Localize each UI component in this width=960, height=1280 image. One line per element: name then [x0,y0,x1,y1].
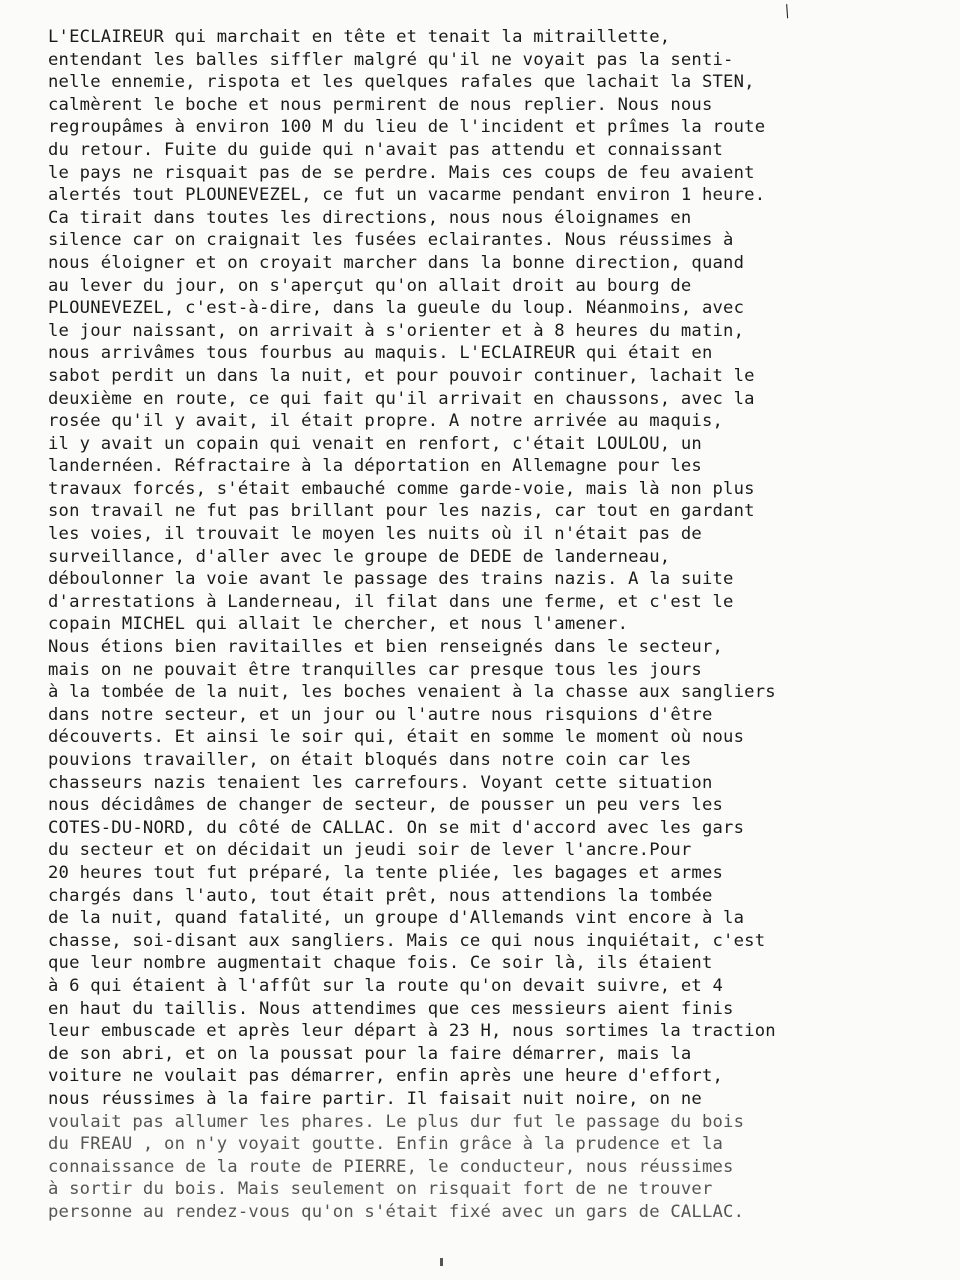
text-line: du FREAU , on n'y voyait goutte. Enfin grâce à la prudence et la [48,1134,724,1155]
text-line: découverts. Et ainsi le soir qui, était en somme le moment où nous [48,727,745,748]
text-line: chasseurs nazis tenaient les carrefours. Voyant cette situation [48,772,713,793]
text-line: voulait pas allumer les phares. Le plus dur fut le passage du bois [48,1111,745,1132]
text-line: entendant les balles siffler malgré qu'il ne voyait pas la senti- [48,49,734,70]
text-line: deuxième en route, ce qui fait qu'il arrivait en chaussons, avec la [48,388,755,409]
text-line: travaux forcés, s'était embauché comme garde-voie, mais là non plus [48,478,755,499]
text-line: nous décidâmes de changer de secteur, de pousser un peu vers les [48,795,724,816]
text-line: voiture ne voulait pas démarrer, enfin après une heure d'effort, [48,1066,724,1087]
text-line: en haut du taillis. Nous attendimes que ces messieurs aient finis [48,998,734,1019]
text-line: nous arrivâmes tous fourbus au maquis. L'ECLAIREUR qui était en [48,343,713,364]
text-line: dans notre secteur, et un jour ou l'autre nous risquions d'être [48,704,713,725]
text-line: du retour. Fuite du guide qui n'avait pas attendu et connaissant [48,139,724,160]
text-line: Ca tirait dans toutes les directions, nous nous éloignames en [48,207,692,228]
text-line: de son abri, et on la poussat pour la faire démarrer, mais la [48,1043,692,1064]
text-line: COTES-DU-NORD, du côté de CALLAC. On se mit d'accord avec les gars [48,817,745,838]
text-line: personne au rendez-vous qu'on s'était fixé avec un gars de CALLAC. [48,1201,745,1222]
text-line: de la nuit, quand fatalité, un groupe d'Allemands vint encore à la [48,908,745,929]
text-line: au lever du jour, on s'aperçut qu'on allait droit au bourg de [48,275,692,296]
text-line: landernéen. Réfractaire à la déportation en Allemagne pour les [48,456,702,477]
text-line: calmèrent le boche et nous permirent de nous replier. Nous nous [48,94,713,115]
text-line: Nous étions bien ravitailles et bien renseignés dans le secteur, [48,637,724,658]
text-line: alertés tout PLOUNEVEZEL, ce fut un vacarme pendant environ 1 heure. [48,185,766,206]
pen-mark: ⁄ [780,2,794,21]
text-line: 20 heures tout fut préparé, la tente pliée, les bagages et armes [48,862,724,883]
text-line: déboulonner la voie avant le passage des trains nazis. A la suite [48,569,734,590]
text-line: d'arrestations à Landerneau, il filat dans une ferme, et c'est le [48,591,734,612]
text-line: silence car on craignait les fusées eclairantes. Nous réussimes à [48,230,734,251]
text-line: les voies, il trouvait le moyen les nuits où il n'était pas de [48,524,702,545]
text-line: à la tombée de la nuit, les boches venaient à la chasse aux sangliers [48,682,776,703]
text-line: surveillance, d'aller avec le groupe de DEDE de landerneau, [48,546,671,567]
text-line: L'ECLAIREUR qui marchait en tête et tenait la mitraillette, [48,27,671,47]
text-line: il y avait un copain qui venait en renfort, c'était LOULOU, un [48,433,702,454]
text-line: nous réussimes à la faire partir. Il faisait nuit noire, on ne [48,1088,702,1109]
text-line: à 6 qui étaient à l'affût sur la route qu'on devait suivre, et 4 [48,975,724,996]
text-line: nelle ennemie, rispota et les quelques rafales que lachait la STEN, [48,72,755,93]
text-line: le pays ne risquait pas de se perdre. Mais ces coups de feu avaient [48,162,755,183]
text-line: PLOUNEVEZEL, c'est-à-dire, dans la gueule du loup. Néanmoins, avec [48,298,745,319]
text-line: rosée qu'il y avait, il était propre. A notre arrivée au maquis, [48,411,724,432]
text-line: connaissance de la route de PIERRE, le conducteur, nous réussimes [48,1156,734,1177]
text-line: pouvions travailler, on était bloqués dans notre coin car les [48,750,692,770]
text-line: copain MICHEL qui allait le chercher, et nous l'amener. [48,614,629,635]
text-line: regroupâmes à environ 100 M du lieu de l'incident et prîmes la route [48,117,766,138]
text-line: que leur nombre augmentait chaque fois. Ce soir là, ils étaient [48,953,713,974]
text-line: mais on ne pouvait être tranquilles car presque tous les jours [48,659,702,680]
text-line: à sortir du bois. Mais seulement on risquait fort de ne trouver [48,1179,713,1200]
text-line: chargés dans l'auto, tout était prêt, nous attendions la tombée [48,885,713,906]
page-speck [440,1258,443,1266]
text-line: chasse, soi-disant aux sangliers. Mais ce qui nous inquiétait, c'est [48,930,766,951]
text-line: du secteur et on décidait un jeudi soir de lever l'ancre.Pour [48,840,692,861]
text-line: son travail ne fut pas brillant pour les nazis, car tout en gardant [48,501,755,522]
typewritten-text [48,26,948,1223]
text-line: nous éloigner et on croyait marcher dans la bonne direction, quand [48,252,745,273]
text-line: leur embuscade et après leur départ à 23 H, nous sortimes la traction [48,1021,776,1042]
text-line: sabot perdit un dans la nuit, et pour pouvoir continuer, lachait le [48,365,755,386]
text-line: le jour naissant, on arrivait à s'orienter et à 8 heures du matin, [48,320,745,341]
